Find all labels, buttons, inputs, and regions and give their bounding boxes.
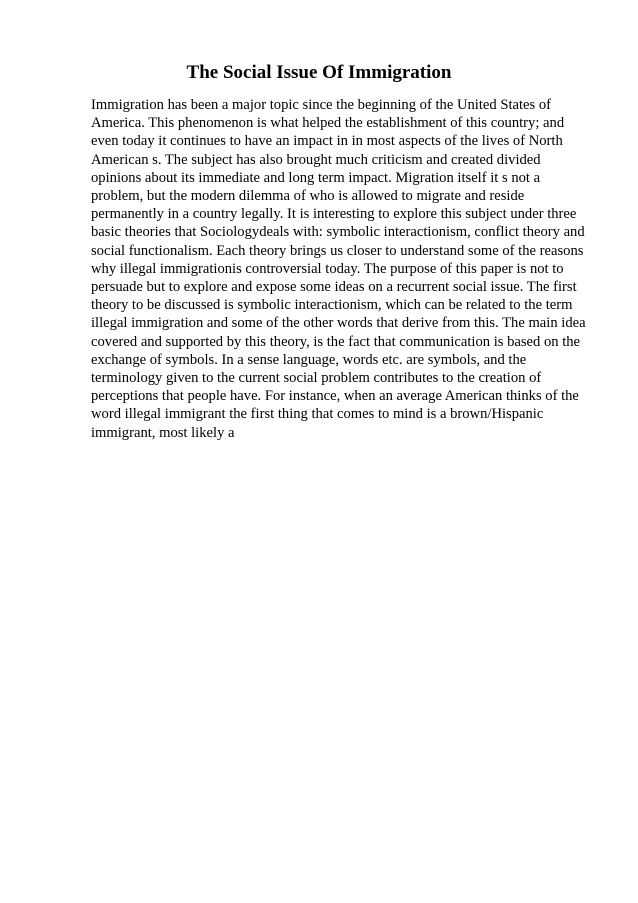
text-line: covered and supported by this theory, is the fact that communication is based on the	[91, 333, 581, 350]
text-line: perceptions that people have. For instance, when an average American thinks of the	[91, 388, 579, 405]
text-line: Immigration has been a major topic since the beginning of the United States of	[91, 97, 551, 113]
text-line: terminology given to the current social problem contributes to the creation of	[91, 370, 542, 387]
text-line: permanently in a country legally. It is interesting to explore this subject under three	[91, 206, 577, 223]
text-line: social functionalism. Each theory brings us closer to understand some of the reasons	[91, 242, 584, 259]
text-line: why illegal immigrationis controversial today. The purpose of this paper is not to	[91, 260, 564, 277]
text-line: illegal immigration and some of the other words that derive from this. The main idea	[91, 315, 586, 332]
text-line: America. This phenomenon is what helped the establishment of this country; and	[91, 115, 565, 132]
body-paragraph	[91, 96, 601, 442]
text-line: immigrant, most likely a	[91, 424, 235, 441]
text-line: even today it continues to have an impact in in most aspects of the lives of North	[91, 133, 563, 150]
text-line: American s. The subject has also brought much criticism and created divided	[91, 151, 541, 168]
text-line: basic theories that Sociologydeals with: symbolic interactionism, conflict theory and	[91, 224, 585, 241]
text-line: problem, but the modern dilemma of who is allowed to migrate and reside	[91, 188, 525, 205]
text-line: persuade but to explore and expose some ideas on a recurrent social issue. The first	[91, 279, 577, 296]
text-line: opinions about its immediate and long term impact. Migration itself it s not a	[91, 169, 541, 186]
text-line: word illegal immigrant the first thing that comes to mind is a brown/Hispanic	[91, 406, 544, 423]
text-line: exchange of symbols. In a sense language, words etc. are symbols, and the	[91, 351, 527, 368]
text-line: theory to be discussed is symbolic interactionism, which can be related to the term	[91, 297, 573, 314]
document-title: The Social Issue Of Immigration	[186, 62, 452, 83]
